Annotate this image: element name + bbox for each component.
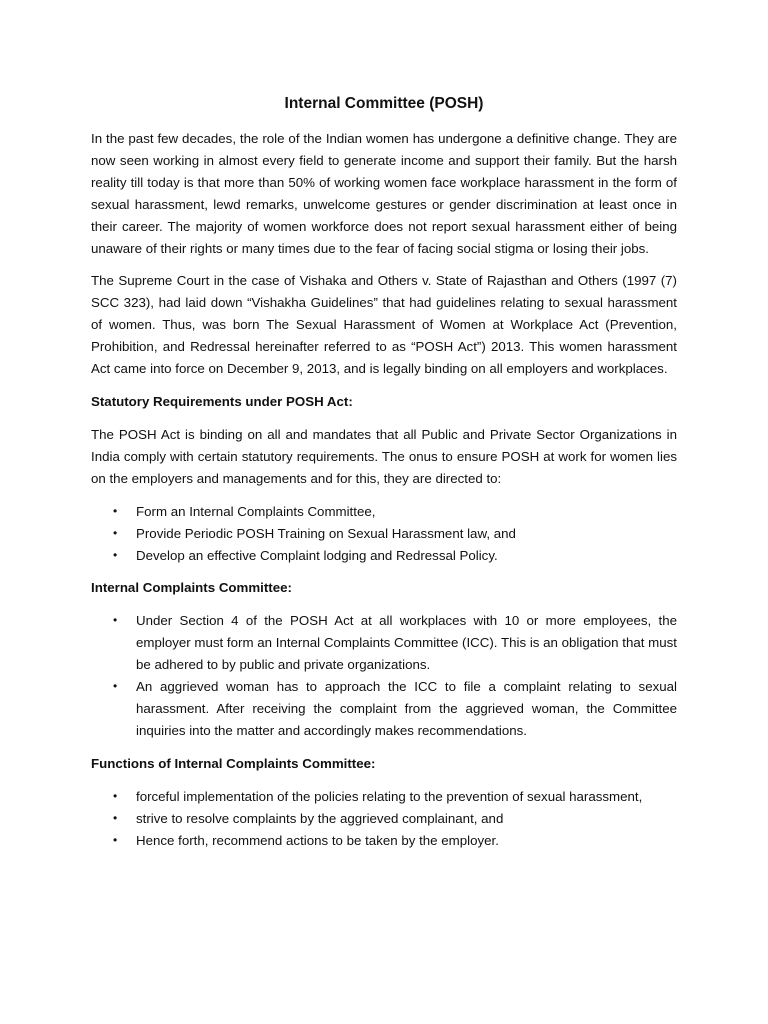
list-item-text: Develop an effective Complaint lodging and Redressal Policy.: [136, 547, 498, 563]
internal-complaints-committee-list: [91, 610, 677, 741]
list-item-text: Under Section 4 of the POSH Act at all workplaces with 10 or more employees, the employer must form an Internal Complaints Committee (ICC). This is an obligation that must be adhered to by public and private organizations.: [136, 613, 677, 673]
bullet-icon: •: [113, 788, 118, 803]
list-item-text: An aggrieved woman has to approach the ICC to file a complaint relating to sexual harassment. After receiving the complaint from the aggrieved woman, the Committee inquiries into the matter and accordingly makes recommendations.: [136, 679, 677, 738]
list-item: [91, 523, 677, 545]
bullet-icon: •: [113, 832, 118, 847]
document-title: Internal Committee (POSH): [284, 95, 484, 112]
statutory-requirements-heading: Statutory Requirements under POSH Act:: [91, 393, 353, 409]
bullet-icon: •: [113, 547, 118, 562]
list-item-text: Form an Internal Complaints Committee,: [136, 503, 376, 519]
list-item: [91, 545, 677, 567]
list-item-text: Provide Periodic POSH Training on Sexual Harassment law, and: [136, 525, 516, 541]
list-item: [91, 610, 677, 676]
list-item-text: Hence forth, recommend actions to be taken by the employer.: [136, 832, 499, 848]
functions-heading: Functions of Internal Complaints Committee:: [91, 755, 376, 771]
bullet-icon: •: [113, 503, 118, 518]
internal-complaints-committee-heading: Internal Complaints Committee:: [91, 580, 292, 596]
intro-paragraph: In the past few decades, the role of the Indian women has undergone a definitive change. They are now seen working in almost every field to generate income and support their family. But the harsh reality till today is that more than 50% of working women face workplace harassment in the form of sexual harassment, lewd remarks, unwelcome gestures or gender discrimination at least once in their career. The majority of women workforce does not report sexual harassment either of being unaware of their rights or many times due to the fear of facing social stigma or losing their jobs.: [91, 131, 677, 256]
supreme-court-paragraph: The Supreme Court in the case of Vishaka and Others v. State of Rajasthan and Others (1997 (7) SCC 323), had laid down “Vishakha Guidelines” that had guidelines relating to sexual harassment of women. Thus, was born The Sexual Harassment of Women at Workplace Act (Prevention, Prohibition, and Redressal hereinafter referred to as “POSH Act”) 2013. This women harassment Act came into force on December 9, 2013, and is legally binding on all employers and workplaces.: [91, 273, 677, 377]
statutory-requirements-list: [91, 501, 677, 567]
list-item: [91, 830, 677, 852]
list-item-text: strive to resolve complaints by the aggrieved complainant, and: [136, 810, 504, 826]
list-item: [91, 808, 677, 830]
statutory-requirements-paragraph: The POSH Act is binding on all and mandates that all Public and Private Sector Organizations in India comply with certain statutory requirements. The onus to ensure POSH at work for women lies on the employers and managements and for this, they are directed to:: [91, 426, 677, 486]
bullet-icon: •: [113, 810, 118, 825]
list-item: [91, 676, 677, 742]
list-item-text: forceful implementation of the policies relating to the prevention of sexual harassment,: [136, 788, 643, 804]
bullet-icon: •: [113, 679, 118, 694]
bullet-icon: •: [113, 525, 118, 540]
list-item: [91, 501, 677, 523]
bullet-icon: •: [113, 613, 118, 628]
functions-list: [91, 786, 677, 852]
document-body: [91, 93, 677, 863]
list-item: [91, 786, 677, 808]
